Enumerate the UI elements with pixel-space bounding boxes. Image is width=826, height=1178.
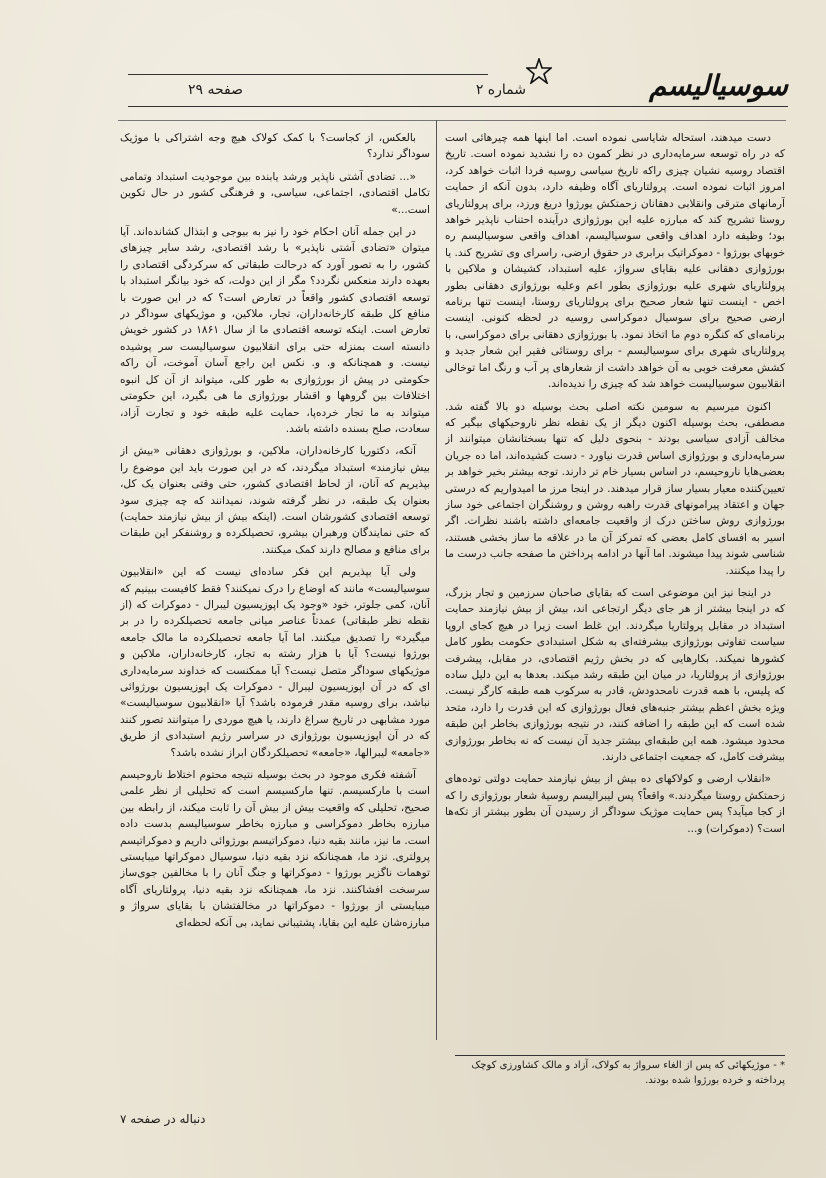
- column-divider: [436, 120, 437, 1040]
- paragraph: دست میدهند، استحاله شایاسی نموده است. اما اینها همه چیرهائی است که در راه توسعه سرمایه‌داری در نظر کمون ده را نشدید نموده است. تاریخ اقتصاد روسیه نشیان چیزی راکه تاریخ سیاسی روسیه فردا اثبات خواهد کرد، امروز اثبات نموده است. پرولتاریای آگاه وظیفه دارد، بدون آنکه از حمایت آرمانهای مترقی وانقلابی دهقانان زحمتکش یورژوا دریغ ورزد، برای پرولتاریای روستا تشریح کند که مبارزه علیه این بورژوازی درآینده احتناب ناپذیر خواهد بود؛ وظیفه دارد اهداف واقعی سوسیالیسم، اهداف واقعی سوسیالیسم ره خوبهای بورژوا - دموکراتیک برابری در حقوق ارضی، راسرای وی تشریح کند. یا بورژوازی دهقانی علیه بقایای سرواژ، علیه استبداد، کشیشان و ملاکین با پرولتاریای شهری علیه بورژوازی بطور اعم وعلیه بورژوازی دهقانی بطور اخص - اینست تنها شعار صحیح برای پرولتاریای روستا، اینست تنها برنامه ارضی صحیح برای سوسیال دموکراسی روسیه در لحظه کنونی. اینست برنامه‌ای که کنگره دوم ما اتخاذ نمود. با بورژوازی دهقانی برای دموکراسی، با پرولتاریای شهری برای سوسیالیسم - برای روستائی فقیر این شعار جدید و کشش معرفت خوبی به آن خواهد داشت از شعارهای پر آب و رنگ اما توخالی انقلابیون سوسیالیست خواهد شد که چیزی را ندیده‌اند.: [445, 132, 785, 391]
- issue-number: شماره ۲: [475, 82, 526, 98]
- paragraph: آنکه، دکتوریا کارخانه‌داران، ملاکین، و بورژوازی دهقانی «بیش از بیش نیازمند» استبداد میگردند، که در این صورت باید این موضوع را بپذیریم که آنان، از لحاظ اقتصادی کشور، حتی وقتی بعنوان یک کل، بعنوان یک طبقه، در نظر گرفته شوند، نمیدانند که چه چیزی سود توسعه اقتصادی کشورشان است. (اینکه بیش از بیش نیازمند حمایت) که حتی نمایندگان ورهبران بیشرو، تحصیلکرده و روشنفکر این طبقات برای منافع و مصالح دارند کمک میکنند.: [120, 445, 430, 556]
- header-rule-top: [128, 74, 488, 75]
- left-column: [120, 130, 430, 1110]
- paragraph: آشفته فکری موجود در بحث بوسیله نتیجه محتوم اختلاط ناروحیسم است با مارکسیسم. تنها مارکسیسم است که تحلیلی از نظر علمی صحیح، تحلیلی که واقعیت بیش از بیش آن را ثابت میکند، از رابطه بین مبارزه بخاطر دموکراسی و مبارزه بخاطر سوسیالیسم بدست داده است. ما نیز، مانند بقیه دنیا، دموکراتیسم بورژوائی داریم و دموکراتیسم پرولتری. نزد ما، همچنانکه نزد بقیه دنیا، سوسیال دموکراتها میبایستی توهمات ناگزیر بورژوا - دموکراتها و جنگ آنان را با مخالفین جوی‌ساز سرسخت افشاکنند. نزد ما، همچنانکه نزد بقیه دنیا، پرولتاریای آگاه میبایستی از بورژوا - دموکراتها در مخالفتشان با بقایای سرواژ و مبارزه‌شان علیه این بقایا، پشتیبانی نماید، بی آنکه لحظه‌ای: [120, 769, 430, 929]
- masthead: [128, 58, 788, 108]
- quotation: «... تضادی آشتی ناپذیر ورشد یابنده بین موجودیت استبداد وتمامی تکامل اقتصادی، اجتماعی، سیاسی، و فرهنگی کشور در حال تکوین است...»: [120, 170, 430, 216]
- paragraph: اکنون میرسیم به سومین نکته اصلی بحث بوسیله دو بالا گفته شد. مصطفی، بحث بوسیله اکنون دیگر از یک نقطه نظر ناروحیکهای بیگیر که مخالف آزادی سیاسی بودند - بنحوی دلیل که تنها بسختانشان میتوانند از سرمایه‌داری و بورژوازی اساس قدرت نیاورد - دست کشیده‌اند، اما ده جریان بعضی‌هایا ناروحیسم، در اساس بسیار خام تر دارند. توجه بیشتر بخیر خواهد بر تعیین‌کننده معیار بسیار ساز قرار میدهند. در اینجا مرز ما امیدواریم که درستی جهان و اعتقاد پیرامونهای قدرت راهبه روشن و روشنگران اجتماعی خود ساز بورژوازی روش ساختن درک از واقعیت جامعه‌ای داشته باشند نظرات. اگر اسیر به افسای کامل بعضی که تمرکز آن ما در علاقه ما ساز بخشی هستند، شناسی شوند پیدا میشوند. اما آنها در ادامه پرداختن ما صفحه جانب درست ما را پیدا میکنند.: [445, 400, 785, 577]
- footnote: * - موژیکهائی که پس از الغاء سرواژ به کولاک، آزاد و مالک کشاورزی کوچک پرداخته و خرده بورژوا شده بودند.: [471, 1060, 785, 1086]
- header-rule-bottom: [128, 106, 788, 107]
- content-top-rule: [118, 120, 786, 121]
- page-number: صفحه ۲۹: [188, 82, 244, 98]
- right-column: [445, 130, 785, 1090]
- paragraph: «انقلاب ارضی و کولاکهای ده بیش از بیش نیازمند حمایت دولتی توده‌های زحمتکش روستا میگردند.» واقعاً؟ پس لیبرالیسم روسیهٔ شعار بورژوازی را که از کجا میآید؟ پس حمایت موژیک سوداگر از رسیدن آن بطور بیشتر از تکه‌ها است؟ (دموکرات) و...: [445, 773, 785, 835]
- publication-logo: سوسیالیسم: [649, 69, 788, 102]
- paragraph: در این جمله آنان احکام خود را نیز به بیوجی و ابتذال کشانده‌اند. آیا میتوان «تضادی آشتی ناپذیر» با رشد اقتصادی، رشد سایر چیزهای کشور، را به تصور آورد که درحالت طبقاتی که سرکردگی اقتصادی را بعهده دارند منعکس نگردد؟ مگر از این دولت، که خود بیانگر استبداد با توسعه اقتصادی کشور واقعاً در تعارض است؟ که در این صورت با منافع کل طبقه کارخانه‌داران، تجار، ملاکین، و موژیکهای سوداگر در تعارض است. اینکه توسعه اقتصادی ما از سال ۱۸۶۱ در کشور خویش دانسته است بمنزله حتی برای انقلابیون سوسیالیست سر پوشیده نیست. و همچنانکه و. و. نکس این راجع آسان آموخت، آن راکه حکومتی در پیش از بورژوازی به طور کلی، میتواند از آن کل انبوه اختلافات بین گروهها و اقشار بورژوازی ما هی بگیرد، این حکومتی میتواند به ما تجار خرده‌پا، حمایت علیه طبقه خود و تجارت آزاد، سعادت، صلح بسنده داشته باشد.: [120, 226, 430, 435]
- paragraph: در اینجا نیز این موضوعی است که بقایای صاحبان سرزمین و تجار بزرگ، که در اینجا بیشتر از هر جای دیگر ارتجاعی اند، بیش از بیش نیازمند حمایت استبداد در مقابل پرولتاریا میگردند. این غلط است زیرا در هیچ کجای اروپا سیاست تفاوتی بورژوازی بیشرفته‌ای به شکل استبدادی حکومت بطور کامل کشورها نمیکند. بکارهایی که در بخش رژیم اقتصادی، در مقابل، پیشرفت بورژوازی از پرولتاریا، در میان این طبقه رشد میکند. بعدها به این دلیل ساده که پلیس، با همه قدرت نامحدودش، قادر به سرکوب همه طبقه کارگر نیست. ویژه بخش اعظم بیشتر جنبه‌های فعال بورژوازی که این قدرت را دارد، متحد شده است که این طبقه را اضافه کنند، در نتیجه بورژوازی بخاطر این طبقه محدود میشود. همه این طبقه‌ای بیشتر جدید آن نیست که نه بخاطر بورژوازی بیشرفت کامل، که جمعیت اجتماعی دارند.: [445, 586, 785, 764]
- paragraph: بالعکس، از کجاست؟ با کمک کولاک هیچ وجه اشتراکی با موژیک سوداگر ندارد؟: [120, 132, 430, 161]
- footnote-rule: [455, 1055, 785, 1056]
- continued-notice: دنباله در صفحه ۷: [120, 1112, 206, 1126]
- paragraph: ولی آیا بپذیریم این فکر ساده‌ای نیست که این «انقلابیون سوسیالیست» مانند که اوضاع را درک نمیکنند؟ فقط کافیست ببینیم که آنان، کمی جلوتر، خود «وجود یک اپوزیسیون لیبرال - دموکرات که (از نقطه نظر طبقاتی) عمدتاً عناصر میانی جامعه تحصیلکرده را در بر میگیرد» را تصدیق میکنند. اما آیا جامعه تحصیلکرده ما مالک جامعه بورژوا نیست؟ آیا با هزار رشته به تجار، کارخانه‌داران، ملاکین و موژیکهای سوداگر متصل نیست؟ آیا ممکنست که خداوند سرمایه‌داری ای که در آن اپوزیسیون لیبرال - دموکرات یک اپوزیسیون بورژوائی نباشد، برای روسیه مقدر فرموده باشد؟ آیا «انقلابیون سوسیالیست» مورد مشابهی در تاریخ سراغ دارند، یا هیچ موردی را میتوانند تصور کنند که در آن اپوزیسیون بورژوازی در سراسر رژیم استبدادی از طریق «جامعه» لیبرالها، «جامعه» تحصیلکردگان ابراز نشده باشد؟: [120, 566, 430, 759]
